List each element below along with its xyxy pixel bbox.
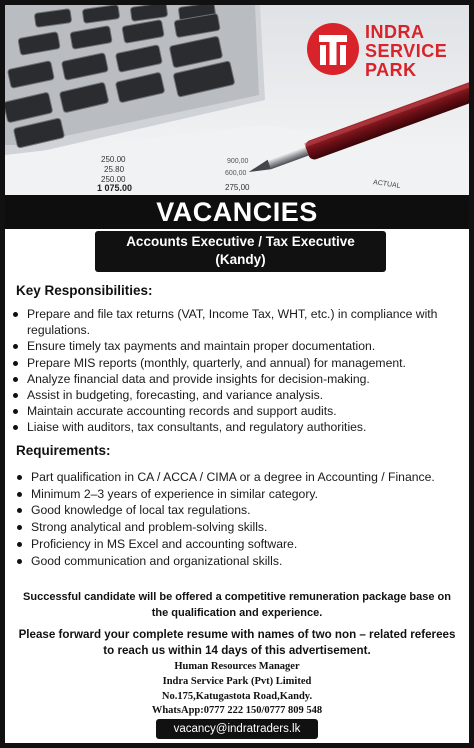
contact-address: No.175,Katugastota Road,Kandy. <box>161 690 313 702</box>
list-item: Good communication and organizational skills. <box>31 553 451 569</box>
list-item: Minimum 2–3 years of experience in similar category. <box>31 486 451 502</box>
list-item: Prepare MIS reports (monthly, quarterly, and annual) for management. <box>27 355 463 371</box>
receipt-number: 1 075.00 <box>97 183 133 193</box>
list-item: Prepare and file tax returns (VAT, Income Tax, WHT, etc.) in compliance with regulations. <box>27 306 463 338</box>
receipt-number: 250.00 <box>101 155 126 164</box>
responsibilities-heading: Key Responsibilities: <box>16 283 153 298</box>
actual-label: ACTUAL <box>372 179 401 190</box>
side-number: 275,00 <box>225 183 250 192</box>
contact-whatsapp[interactable]: WhatsApp:0777 222 150/0777 809 548 <box>151 705 323 717</box>
position-location: (Kandy) <box>215 252 266 267</box>
indra-emblem-icon <box>305 21 361 77</box>
side-number: 900,00 <box>227 158 249 165</box>
list-item: Good knowledge of local tax regulations. <box>31 502 451 518</box>
list-item: Assist in budgeting, forecasting, and variance analysis. <box>27 387 463 403</box>
apply-text: Please forward your complete resume with names of two non – related referees to reach us within 14 days of this advertisement. <box>18 628 456 657</box>
list-item: Proficiency in MS Excel and accounting software. <box>31 536 451 552</box>
list-item: Analyze financial data and provide insights for decision-making. <box>27 371 463 387</box>
logo-line: INDRA <box>365 22 425 42</box>
vacancies-banner: VACANCIES <box>5 195 469 229</box>
responsibilities-list <box>27 306 463 436</box>
logo-line: SERVICE <box>365 41 448 61</box>
list-item: Ensure timely tax payments and maintain proper documentation. <box>27 338 463 354</box>
receipt-number: 25.80 <box>104 165 125 174</box>
contact-role: Human Resources Manager <box>174 661 300 672</box>
contact-company: Indra Service Park (Pvt) Limited <box>162 675 312 687</box>
receipt-number: 250.00 <box>101 175 126 184</box>
list-item: Liaise with auditors, tax consultants, and regulatory authorities. <box>27 419 463 435</box>
list-item: Maintain accurate accounting records and support audits. <box>27 403 463 419</box>
list-item: Strong analytical and problem-solving skills. <box>31 519 451 535</box>
indra-logo <box>305 19 465 91</box>
logo-text <box>365 23 447 80</box>
email-link[interactable]: vacancy@indratraders.lk <box>156 719 318 739</box>
contact-block <box>14 660 460 719</box>
requirements-heading: Requirements: <box>16 443 111 458</box>
requirements-list <box>31 469 451 569</box>
list-item: Part qualification in CA / ACCA / CIMA or a degree in Accounting / Finance. <box>31 469 451 485</box>
position-title <box>95 231 386 272</box>
side-number: 600,00 <box>225 170 247 177</box>
hero-image <box>5 5 469 195</box>
logo-line: PARK <box>365 60 417 80</box>
offer-text: Successful candidate will be offered a competitive remuneration package base on the qualification and experience. <box>23 591 451 619</box>
position-name: Accounts Executive / Tax Executive <box>126 234 355 249</box>
